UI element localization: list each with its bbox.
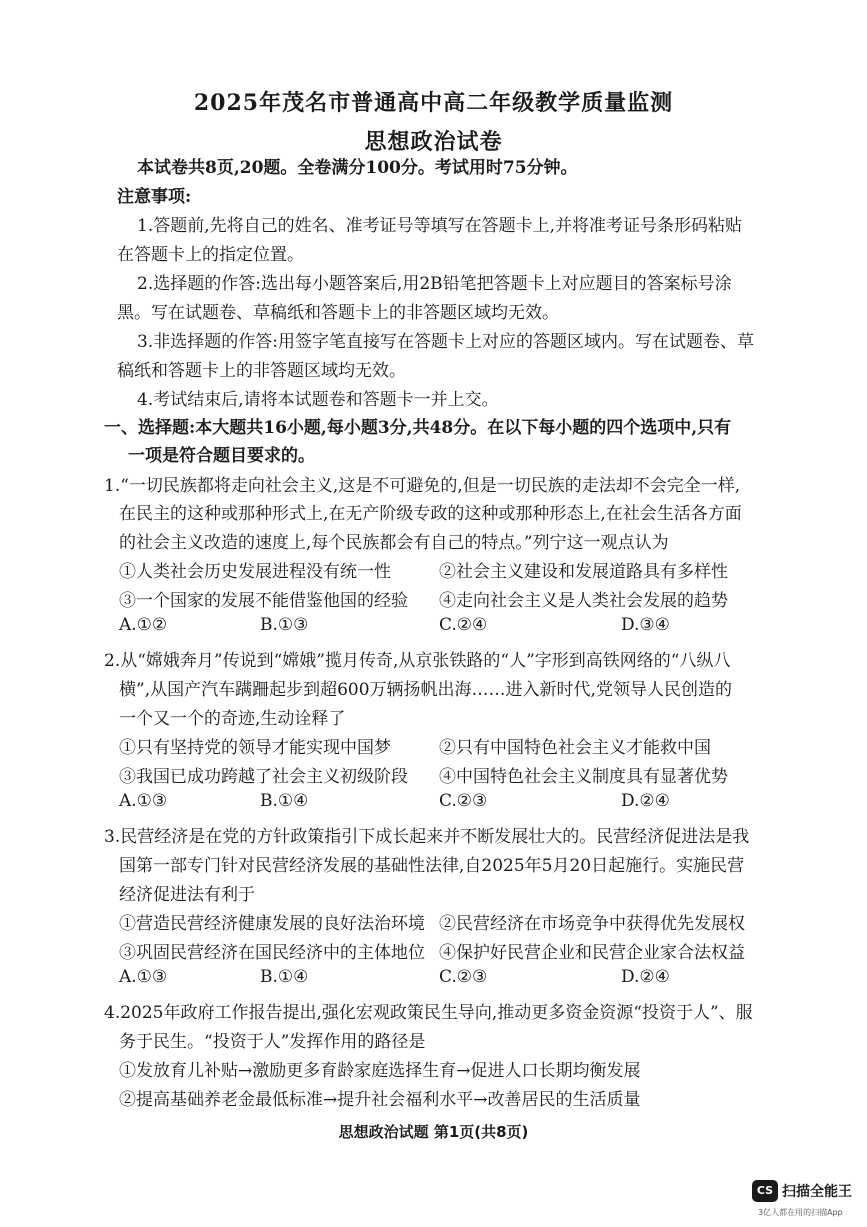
note-line: 4.考试结束后,请将本试题卷和答题卡一并上交。	[137, 390, 499, 410]
choice-b: B.①④	[260, 967, 309, 987]
choice-c: C.②④	[439, 615, 488, 635]
choice-d: D.③④	[621, 615, 670, 635]
question-1-stem: 的社会主义改造的速度上,每个民族都会有自己的特点。”列宁这一观点认为	[119, 533, 669, 553]
statement: ④中国特色社会主义制度具有显著优势	[439, 767, 728, 787]
statement: ④保护好民营企业和民营企业家合法权益	[439, 943, 745, 963]
statement: ①人类社会历史发展进程没有统一性	[119, 562, 391, 582]
choice-d: D.②④	[621, 791, 670, 811]
page-footer: 思想政治试题 第1页(共8页)	[338, 1123, 529, 1141]
note-line: 3.非选择题的作答:用签字笔直接写在答题卡上对应的答题区域内。写在试题卷、草	[137, 332, 754, 352]
note-line: 1.答题前,先将自己的姓名、准考证号等填写在答题卡上,并将准考证号条形码粘贴	[137, 216, 743, 236]
statement: ①只有坚持党的领导才能实现中国梦	[119, 738, 391, 758]
watermark-tagline: 3亿人都在用的扫描App	[758, 1208, 843, 1217]
exam-info: 本试卷共8页,20题。全卷满分100分。考试用时75分钟。	[137, 158, 578, 178]
question-3-stem: 3.民营经济是在党的方针政策指引下成长起来并不断发展壮大的。民营经济促进法是我	[104, 827, 750, 847]
question-1-stem: 1.“一切民族都将走向社会主义,这是不可避免的,但是一切民族的走法却不会完全一样,	[104, 476, 741, 496]
question-3-stem: 国第一部专门针对民营经济发展的基础性法律,自2025年5月20日起施行。实施民营	[119, 856, 745, 876]
statement: ②只有中国特色社会主义才能救中国	[439, 738, 711, 758]
choice-c: C.②③	[439, 967, 488, 987]
exam-title: 2025年茂名市普通高中高二年级教学质量监测	[193, 90, 674, 116]
statement: ①营造民营经济健康发展的良好法治环境	[119, 914, 425, 934]
choice-a: A.①③	[119, 967, 168, 987]
choice-b: B.①③	[260, 615, 309, 635]
choice-a: A.①③	[119, 791, 168, 811]
camscanner-logo-icon: CS	[752, 1180, 778, 1202]
question-4-path: ②提高基础养老金最低标准→提升社会福利水平→改善居民的生活质量	[119, 1090, 641, 1110]
question-2-stem: 2.从“嫦娥奔月”传说到“嫦娥”揽月传奇,从京张铁路的“人”字形到高铁网络的“八纵八	[104, 651, 731, 671]
choice-d: D.②④	[621, 967, 670, 987]
question-2-stem: 横”,从国产汽车蹒跚起步到超600万辆扬帆出海……进入新时代,党领导人民创造的	[119, 680, 732, 700]
section-heading-cont: 一项是符合题目要求的。	[128, 446, 315, 466]
question-3-stem: 经济促进法有利于	[119, 885, 255, 905]
question-1-stem: 在民主的这种或那种形式上,在无产阶级专政的这种或那种形态上,在社会生活各方面	[119, 504, 742, 524]
note-line: 黑。写在试题卷、草稿纸和答题卡上的非答题区域均无效。	[117, 303, 559, 323]
scanner-watermark	[752, 1180, 862, 1224]
question-4-stem: 4.2025年政府工作报告提出,强化宏观政策民生导向,推动更多资金资源“投资于人”、服	[104, 1003, 753, 1023]
choice-b: B.①④	[260, 791, 309, 811]
statement: ③一个国家的发展不能借鉴他国的经验	[119, 591, 408, 611]
statement: ③巩固民营经济在国民经济中的主体地位	[119, 943, 425, 963]
choice-a: A.①②	[119, 615, 168, 635]
section-heading: 一、选择题:本大题共16小题,每小题3分,共48分。在以下每小题的四个选项中,只有	[104, 418, 732, 438]
statement: ③我国已成功跨越了社会主义初级阶段	[119, 767, 408, 787]
statement: ②社会主义建设和发展道路具有多样性	[439, 562, 728, 582]
note-line: 在答题卡上的指定位置。	[117, 245, 304, 265]
exam-subject: 思想政治试卷	[364, 129, 503, 155]
notes-heading: 注意事项:	[117, 187, 192, 207]
question-4-path: ①发放育儿补贴→激励更多育龄家庭选择生育→促进人口长期均衡发展	[119, 1061, 641, 1081]
question-2-stem: 一个又一个的奇迹,生动诠释了	[119, 709, 346, 729]
note-line: 2.选择题的作答:选出每小题答案后,用2B铅笔把答题卡上对应题目的答案标号涂	[137, 274, 732, 294]
statement: ②民营经济在市场竞争中获得优先发展权	[439, 914, 745, 934]
statement: ④走向社会主义是人类社会发展的趋势	[439, 591, 728, 611]
watermark-name: 扫描全能王	[782, 1184, 852, 1200]
question-4-stem: 务于民生。“投资于人”发挥作用的路径是	[119, 1032, 426, 1052]
choice-c: C.②③	[439, 791, 488, 811]
note-line: 稿纸和答题卡上的非答题区域均无效。	[117, 361, 406, 381]
